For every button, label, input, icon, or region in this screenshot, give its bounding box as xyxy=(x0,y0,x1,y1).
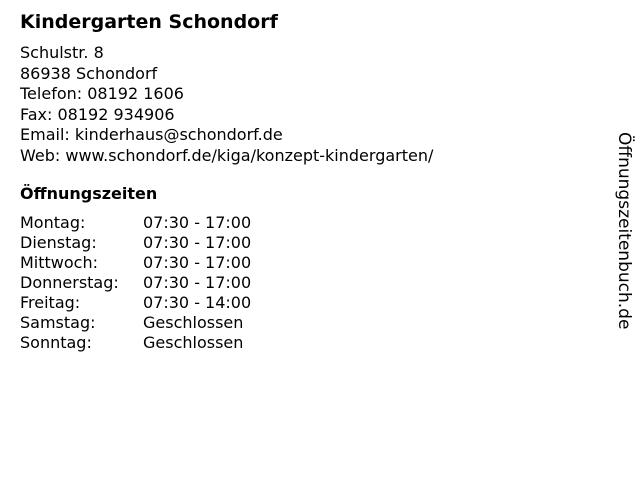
time-value: 07:30 - 17:00 xyxy=(143,273,252,292)
time-value: 07:30 - 14:00 xyxy=(143,293,252,312)
day-label: Mittwoch: xyxy=(20,253,98,272)
hours-row-tuesday xyxy=(20,233,251,253)
phone-number: Telefon: 08192 1606 xyxy=(20,84,184,103)
time-value: 07:30 - 17:00 xyxy=(143,233,252,252)
hours-row-saturday xyxy=(20,313,251,333)
time-value: 07:30 - 17:00 xyxy=(143,253,252,272)
fax-number: Fax: 08192 934906 xyxy=(20,104,175,124)
street-address: Schulstr. 8 xyxy=(20,43,104,62)
side-brand-watermark: Öffnungszeitenbuch.de xyxy=(614,132,634,330)
contact-block xyxy=(20,43,433,166)
hours-row-wednesday xyxy=(20,253,251,273)
day-label: Samstag: xyxy=(20,313,96,332)
city-address: 86938 Schondorf xyxy=(20,63,158,83)
hours-row-sunday xyxy=(20,333,251,353)
day-label: Montag: xyxy=(20,213,86,232)
hours-row-friday xyxy=(20,293,251,313)
hours-row-monday xyxy=(20,213,251,233)
day-label: Dienstag: xyxy=(20,233,97,252)
opening-hours-table xyxy=(20,213,251,353)
hours-row-thursday xyxy=(20,273,251,293)
opening-hours-heading: Öffnungszeiten xyxy=(20,184,158,203)
day-label: Donnerstag: xyxy=(20,273,119,292)
website-url: Web: www.schondorf.de/kiga/konzept-kindergarten/ xyxy=(20,145,434,165)
email-address: Email: kinderhaus@schondorf.de xyxy=(20,125,283,144)
time-value: Geschlossen xyxy=(143,313,244,332)
day-label: Sonntag: xyxy=(20,333,92,352)
day-label: Freitag: xyxy=(20,293,81,312)
time-value: 07:30 - 17:00 xyxy=(143,213,252,232)
time-value: Geschlossen xyxy=(143,333,244,352)
page-title: Kindergarten Schondorf xyxy=(20,11,278,33)
